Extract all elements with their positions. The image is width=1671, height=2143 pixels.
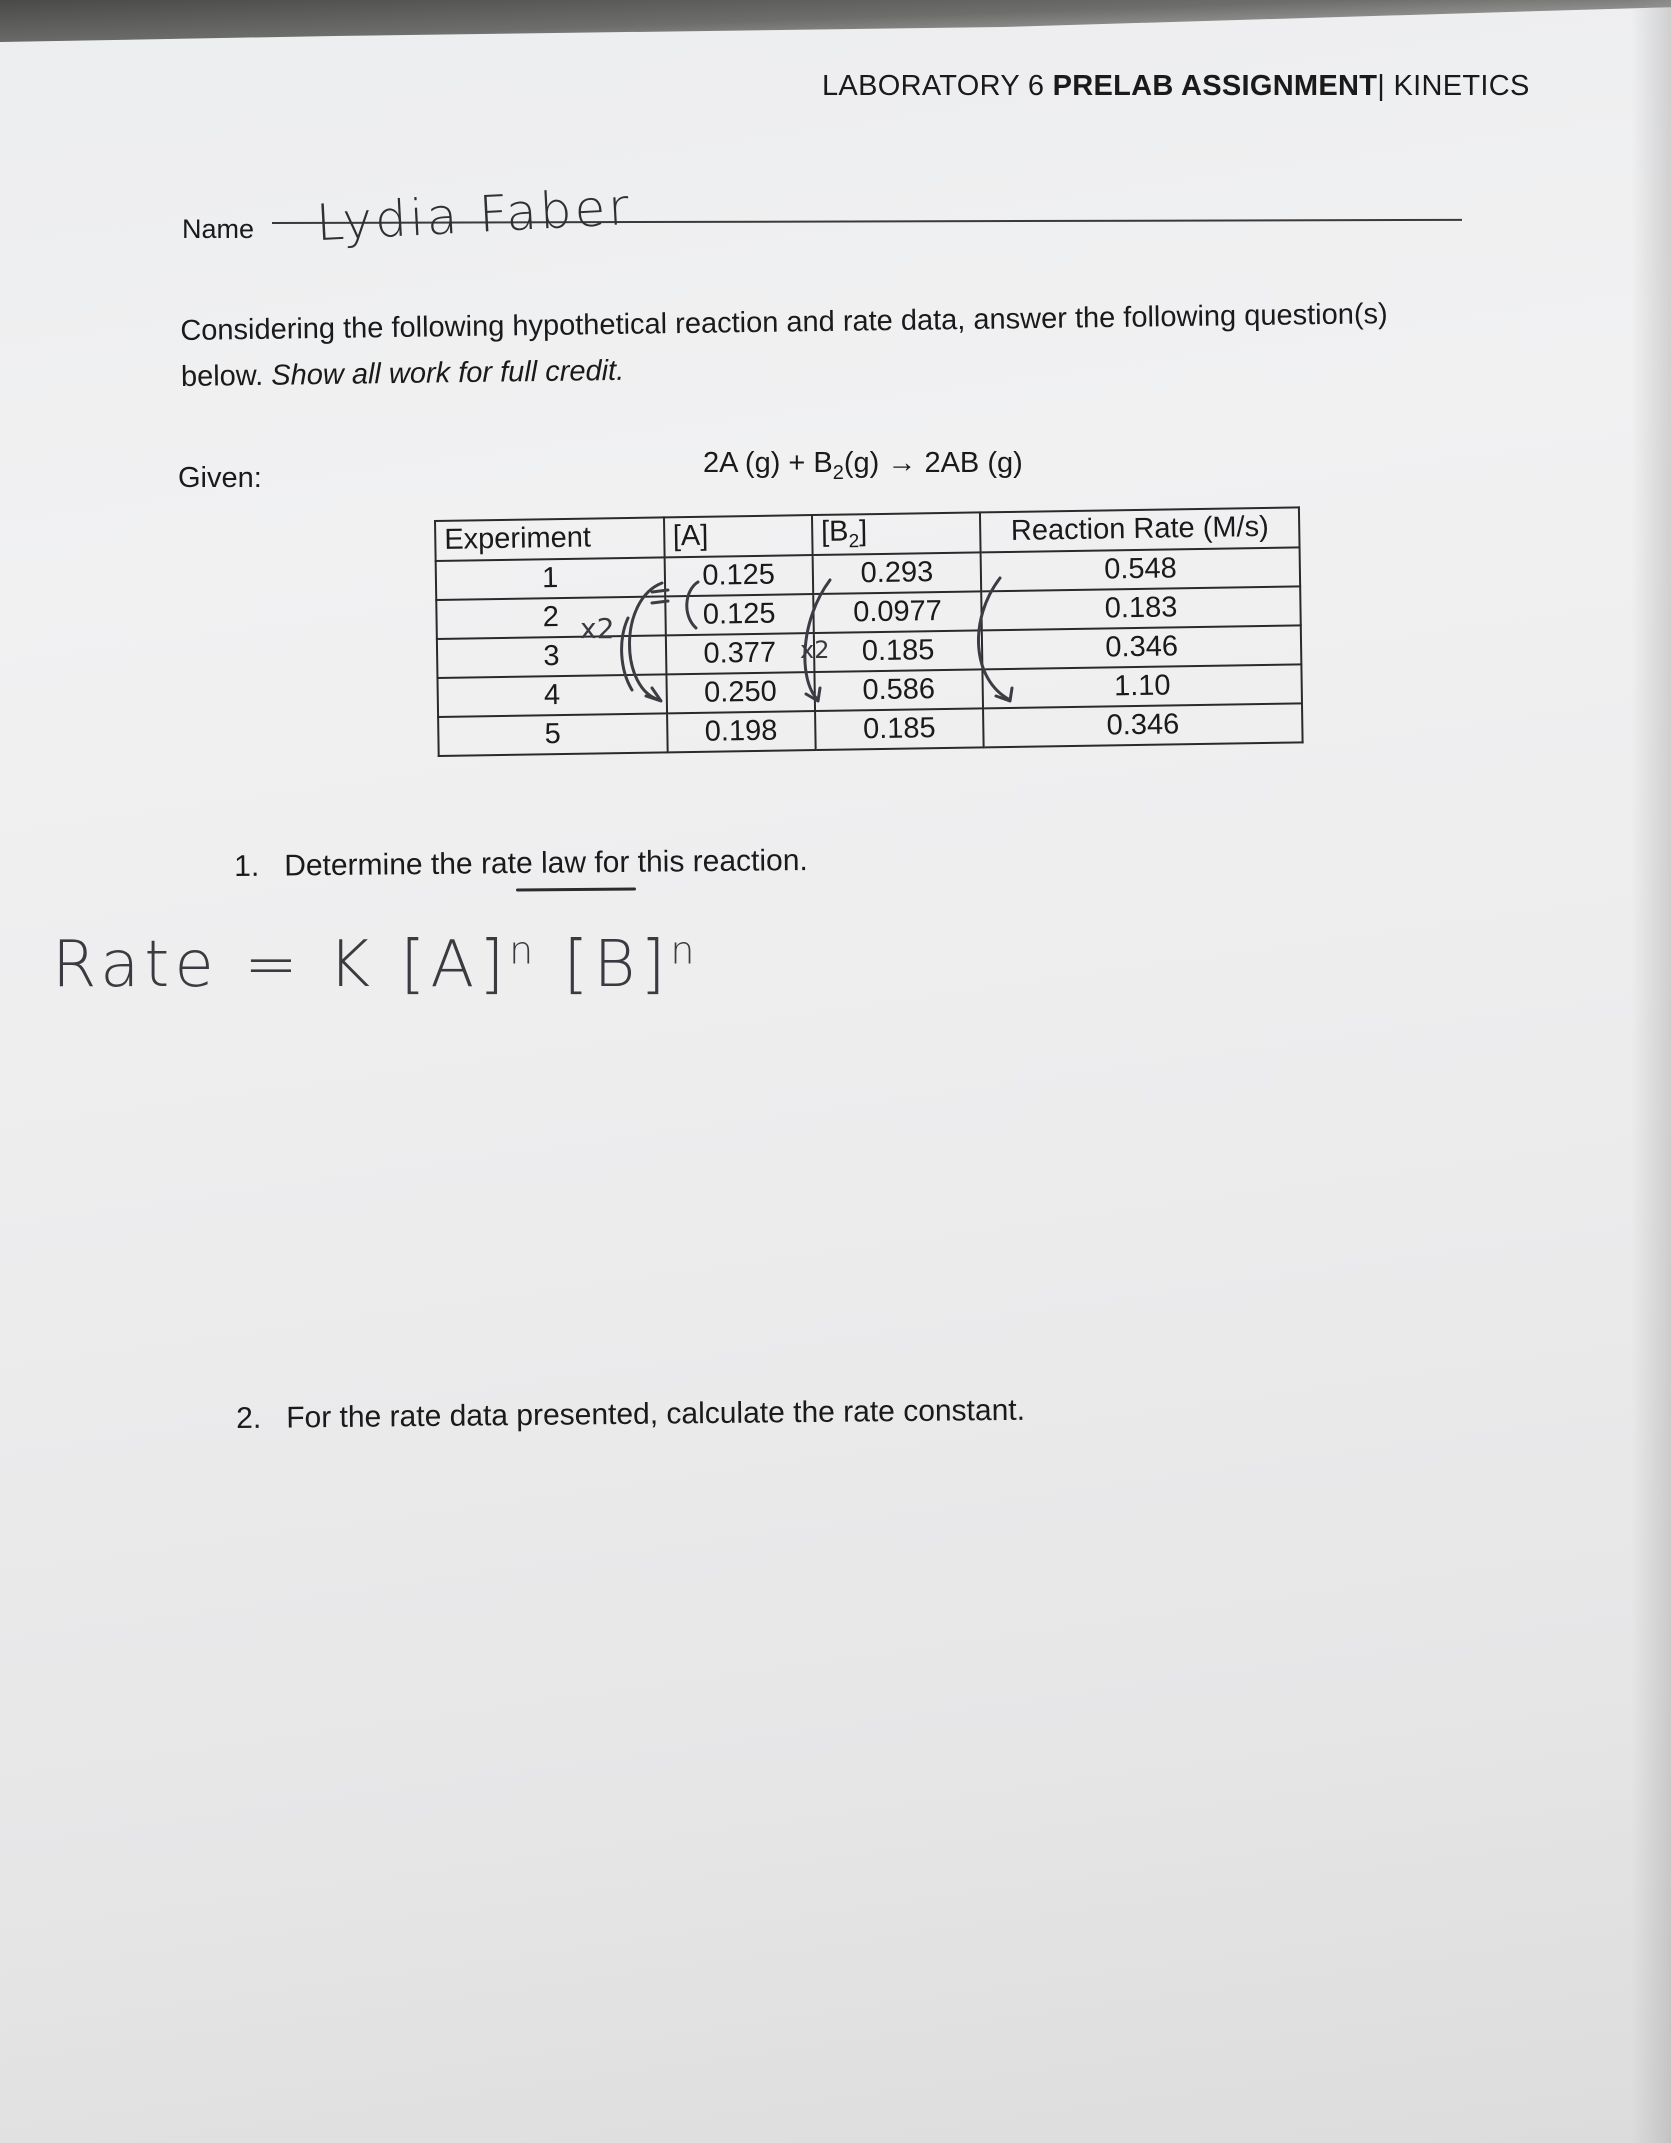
name-label: Name	[182, 214, 255, 244]
cell-experiment: 5	[438, 713, 667, 756]
question-2-text: For the rate data presented, calculate the rate constant.	[286, 1393, 1026, 1435]
equation-subscript: 2	[832, 461, 844, 484]
page-edge-shadow	[1631, 0, 1671, 2143]
question-1-underlined: rate law	[480, 846, 587, 881]
instructions-italic: Show all work for full credit.	[271, 354, 625, 392]
cell-a: 0.125	[665, 594, 814, 635]
annotation-x2-b: x2	[800, 636, 830, 664]
header-a: [A]	[664, 515, 813, 557]
question-1-pre: Determine the	[284, 847, 482, 883]
cell-rate: 0.346	[982, 625, 1301, 669]
cell-experiment: 1	[436, 557, 665, 600]
answer-1-exponent-b: n	[670, 928, 700, 973]
answer-1-b-term: [B]	[538, 928, 671, 1002]
cell-rate: 0.548	[981, 547, 1300, 591]
cell-b2: 0.0977	[813, 591, 982, 633]
question-1	[234, 844, 808, 884]
annotation-x2-a: x2	[580, 612, 615, 645]
cell-rate: 0.346	[983, 703, 1302, 747]
handwritten-answer-1	[52, 928, 699, 1002]
cell-rate: 1.10	[983, 664, 1302, 708]
cell-experiment: 4	[437, 674, 666, 717]
title-bold: PRELAB ASSIGNMENT	[1052, 70, 1378, 102]
rate-data-table	[434, 506, 1304, 756]
cell-a: 0.250	[666, 672, 815, 713]
cell-b2: 0.586	[814, 669, 983, 711]
title-prefix: LABORATORY 6	[822, 70, 1045, 102]
instructions	[180, 291, 1389, 400]
question-1-number: 1.	[234, 849, 260, 883]
instructions-line-1: Considering the following hypothetical reaction and rate data, answer the following question(s)	[180, 298, 1388, 347]
title-suffix: | KINETICS	[1377, 70, 1530, 102]
header-experiment: Experiment	[435, 517, 664, 560]
cell-rate: 0.183	[981, 586, 1300, 630]
reaction-equation	[703, 447, 1023, 485]
header-b2	[812, 512, 981, 554]
cell-b2: 0.185	[814, 630, 983, 672]
cell-experiment: 3	[437, 635, 666, 678]
header-b2-suffix: ]	[858, 515, 868, 548]
question-2-number: 2.	[236, 1401, 262, 1435]
cell-b2: 0.185	[815, 708, 984, 750]
instructions-plain: below.	[180, 359, 272, 393]
question-1-post: for this reaction.	[585, 843, 808, 880]
header-b2-sub: 2	[848, 531, 860, 553]
cell-a: 0.125	[664, 555, 813, 596]
answer-1-text: Rate = K [A]	[52, 928, 510, 1002]
cell-a: 0.377	[665, 633, 814, 674]
equation-left: 2A (g) + B	[703, 447, 833, 479]
cell-experiment: 2	[436, 596, 665, 639]
answer-1-exponent-a: n	[509, 928, 539, 973]
header-b2-prefix: [B	[820, 515, 849, 548]
equation-right: (g) → 2AB (g)	[843, 447, 1023, 479]
cell-b2: 0.293	[812, 552, 981, 594]
given-label: Given:	[178, 462, 262, 494]
assignment-title	[822, 70, 1530, 103]
handwritten-name: Lydia Faber	[314, 177, 634, 253]
header-rate: Reaction Rate (M/s)	[980, 507, 1299, 552]
cell-a: 0.198	[667, 711, 816, 752]
